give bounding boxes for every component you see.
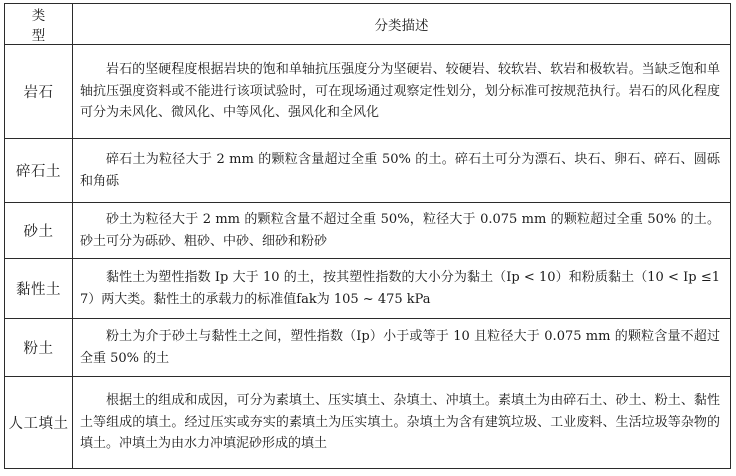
row-type: 人工填土 <box>5 377 73 469</box>
row-description <box>73 139 731 203</box>
table-row <box>5 139 731 203</box>
row-description <box>73 45 731 139</box>
row-type: 黏性土 <box>5 259 73 319</box>
row-type: 碎石土 <box>5 139 73 203</box>
row-type: 粉土 <box>5 319 73 377</box>
row-description-text: 根据土的组成和成因，可分为素填土、压实填土、杂填土、冲填土。素填土为由碎石土、砂土、粉土、黏性土等组成的填土。经过压实或夯实的素填土为压实填土。杂填土为含有建筑垃圾、工业废料、生活垃圾等杂物的填土。冲填土为由水力冲填泥砂形成的填土 <box>80 393 720 452</box>
row-description-text: 岩石的坚硬程度根据岩块的饱和单轴抗压强度分为坚硬岩、较硬岩、较软岩、软岩和极软岩。当缺乏饱和单轴抗压强度资料或不能进行该项试验时，可在现场通过观察定性划分，划分标准可按规范执行。岩石的风化程度可分为未风化、微风化、中等风化、强风化和全风化 <box>80 62 720 121</box>
table-row <box>5 377 731 469</box>
row-type: 砂土 <box>5 203 73 259</box>
row-description <box>73 319 731 377</box>
table-row <box>5 203 731 259</box>
header-type: 类 型 <box>5 4 73 45</box>
row-description <box>73 377 731 469</box>
row-description-text: 黏性土为塑性指数 Ip 大于 10 的土，按其塑性指数的大小分为黏土（Ip < 10）和粉质黏土（10 < Ip ≤17）两大类。黏性土的承载力的标准值fak为 105 ~ 475 kPa <box>80 270 720 307</box>
row-description-text: 粉土为介于砂土与黏性土之间，塑性指数（Ip）小于或等于 10 且粒径大于 0.075 mm 的颗粒含量不超过全重 50% 的土 <box>80 329 720 366</box>
table-row <box>5 259 731 319</box>
header-description: 分类描述 <box>73 4 731 45</box>
table-row <box>5 45 731 139</box>
row-description <box>73 259 731 319</box>
table-row <box>5 319 731 377</box>
row-type: 岩石 <box>5 45 73 139</box>
soil-rock-classification-table <box>4 3 731 469</box>
row-description-text: 碎石土为粒径大于 2 mm 的颗粒含量超过全重 50% 的土。碎石土可分为漂石、块石、卵石、碎石、圆砾和角砾 <box>80 152 720 189</box>
table-header-row <box>5 4 731 45</box>
row-description-text: 砂土为粒径大于 2 mm 的颗粒含量不超过全重 50%，粒径大于 0.075 mm 的颗粒超过全重 50% 的土。砂土可分为砾砂、粗砂、中砂、细砂和粉砂 <box>80 212 720 249</box>
row-description <box>73 203 731 259</box>
